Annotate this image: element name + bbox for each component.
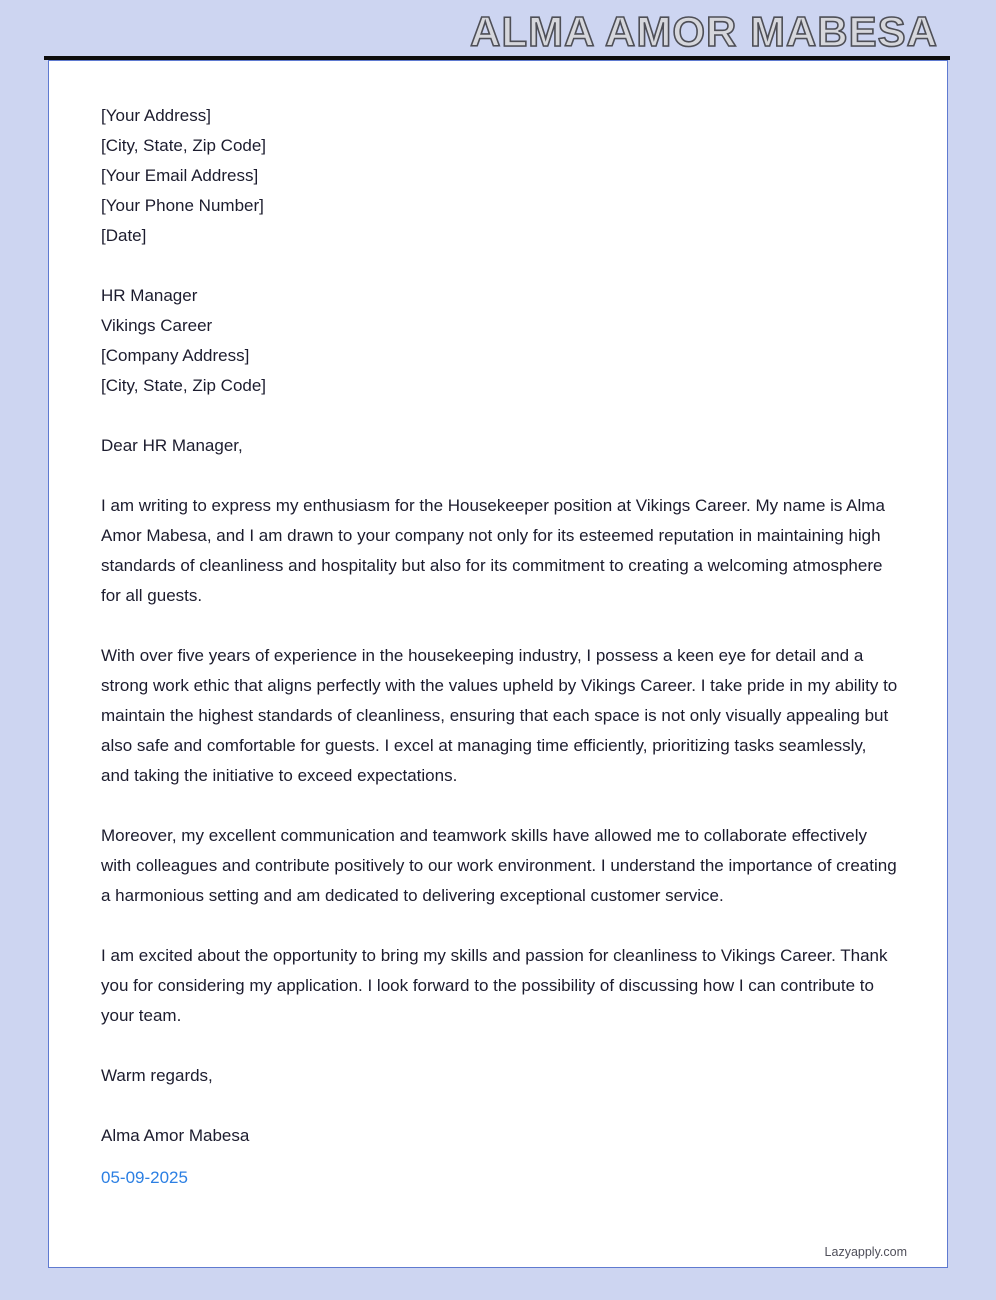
recipient-title-line: HR Manager [101,286,198,305]
salutation: Dear HR Manager, [101,436,243,455]
closing-salutation: Warm regards, [101,1066,213,1085]
watermark-branding: Lazyapply.com [824,1245,907,1259]
paragraph-teamwork: Moreover, my excellent communication and teamwork skills have allowed me to collaborate effectively with colleagues and contribute positively to our work environment. I understand the importance of creating a harmonious setting and am dedicated to delivering exceptional customer service. [101,826,897,905]
signature-name: Alma Amor Mabesa [101,1126,250,1145]
letter-page [48,60,948,1268]
paragraph-experience: With over five years of experience in the housekeeping industry, I possess a keen eye for detail and a strong work ethic that aligns perfectly with the values upheld by Vikings Career. I take pride in my ability to maintain the highest standards of cleanliness, ensuring that each space is not only visually appealing but also safe and comfortable for guests. I excel at managing time efficiently, prioritizing tasks seamlessly, and taking the initiative to exceed expectations. [101,646,898,785]
letter-date[interactable]: 05-09-2025 [101,1168,188,1187]
recipient-company-line: Vikings Career [101,316,213,335]
paragraph-closing-statement: I am excited about the opportunity to bring my skills and passion for cleanliness to Vikings Career. Thank you for considering my application. I look forward to the possibility of discussing how I can contribute to your team. [101,946,888,1025]
sender-date-line: [Date] [101,226,147,245]
recipient-city-line: [City, State, Zip Code] [101,376,267,395]
sender-address-block [101,101,899,251]
sender-address-line: [Your Address] [101,106,211,125]
recipient-address-block [101,281,899,401]
header-name-title: ALMA AMOR MABESA [470,8,938,55]
sender-city-line: [City, State, Zip Code] [101,136,267,155]
sender-email-line: [Your Email Address] [101,166,259,185]
document-header [0,0,996,57]
recipient-address-line: [Company Address] [101,346,250,365]
letter-content [49,61,947,1193]
paragraph-intro: I am writing to express my enthusiasm for the Housekeeper position at Vikings Career. My name is Alma Amor Mabesa, and I am drawn to your company not only for its esteemed reputation in maintaining high standards of cleanliness and hospitality but also for its commitment to creating a welcoming atmosphere for all guests. [101,496,885,605]
sender-phone-line: [Your Phone Number] [101,196,264,215]
